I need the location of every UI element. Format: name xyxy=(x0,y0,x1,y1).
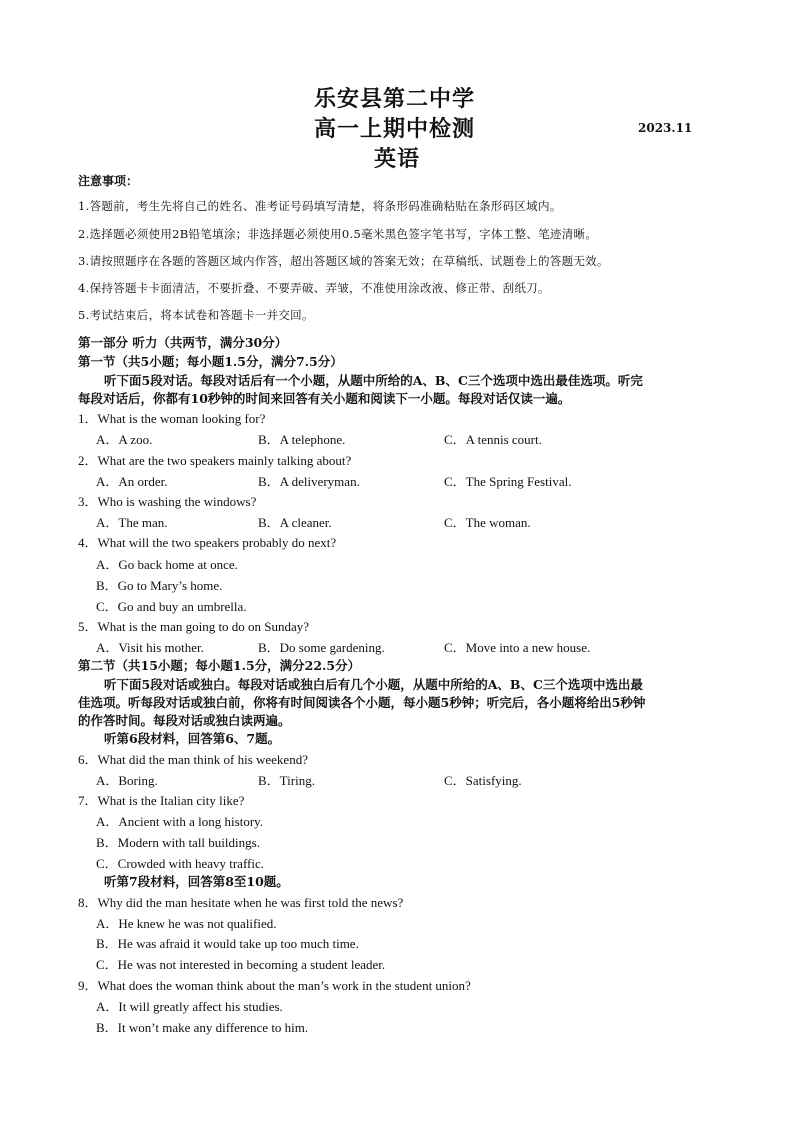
question-stem: 6．What did the man think of his weekend? xyxy=(78,752,308,767)
section2-instruction: 的作答时间。每段对话或独白读两遍。 xyxy=(78,713,291,728)
section1-title: 第一节（共5小题；每小题1.5分，满分7.5分） xyxy=(78,354,343,369)
option-b: B．He was afraid it would take up too much time. xyxy=(96,936,359,951)
option-b: B．A telephone. xyxy=(258,432,346,447)
exam-title: 高一上期中检测 xyxy=(314,116,476,142)
option-a: A．Ancient with a long history. xyxy=(96,814,264,829)
option-c: C．A tennis court. xyxy=(444,432,542,447)
option-a: A．Boring. xyxy=(96,773,158,788)
question-stem: 4．What will the two speakers probably do next? xyxy=(78,535,337,550)
notice-item: 1.答题前，考生先将自己的姓名、准考证号码填写清楚，将条形码准确粘贴在条形码区域内。 xyxy=(78,199,562,213)
section1-instruction: 听下面5段对话。每段对话后有一个小题，从题中所给的A、B、C三个选项中选出最佳选项。听完 xyxy=(104,373,643,388)
school-name: 乐安县第二中学 xyxy=(314,86,476,112)
option-c: C．Crowded with heavy traffic. xyxy=(96,856,264,871)
section2-instruction: 佳选项。听每段对话或独白前，你将有时间阅读各个小题，每小题5秒钟；听完后，各小题将给出5秒钟 xyxy=(78,695,646,710)
question-stem: 7．What is the Italian city like? xyxy=(78,793,245,808)
question-stem: 2．What are the two speakers mainly talking about? xyxy=(78,453,352,468)
section2-instruction: 听下面5段对话或独白。每段对话或独白后有几个小题，从题中所给的A、B、C三个选项中选出最 xyxy=(104,677,643,692)
notice-item: 3.请按照题序在各题的答题区域内作答，超出答题区域的答案无效；在草稿纸、试题卷上的答题无效。 xyxy=(78,254,609,268)
option-a: A．Go back home at once. xyxy=(96,557,238,572)
option-a: A．The man. xyxy=(96,515,168,530)
question-stem: 8．Why did the man hesitate when he was first told the news? xyxy=(78,895,404,910)
option-c: C．Move into a new house. xyxy=(444,640,591,655)
option-b: B．A cleaner. xyxy=(258,515,332,530)
option-b: B．Tiring. xyxy=(258,773,315,788)
notice-heading: 注意事项： xyxy=(78,174,139,188)
notice-item: 5.考试结束后，将本试卷和答题卡一并交回。 xyxy=(78,308,314,322)
section2-title: 第二节（共15小题；每小题1.5分，满分22.5分） xyxy=(78,658,361,673)
option-a: A．Visit his mother. xyxy=(96,640,204,655)
exam-date: 2023.11 xyxy=(638,121,693,135)
notice-item: 2.选择题必须使用2B铅笔填涂；非选择题必须使用0.5毫米黑色签字笔书写，字体工整、笔迹清晰。 xyxy=(78,227,598,241)
question-stem: 5．What is the man going to do on Sunday? xyxy=(78,619,310,634)
part1-title: 第一部分 听力（共两节，满分30分） xyxy=(78,335,288,350)
option-b: B．Go to Mary’s home. xyxy=(96,578,223,593)
option-a: A．An order. xyxy=(96,474,168,489)
material-heading: 听第7段材料，回答第8至10题。 xyxy=(104,874,289,889)
option-c: C．The woman. xyxy=(444,515,531,530)
section1-instruction: 每段对话后，你都有10秒钟的时间来回答有关小题和阅读下一小题。每段对话仅读一遍。 xyxy=(78,391,571,406)
question-stem: 1．What is the woman looking for? xyxy=(78,411,266,426)
question-stem: 3．Who is washing the windows? xyxy=(78,494,257,509)
option-b: B．Modern with tall buildings. xyxy=(96,835,260,850)
option-c: C．The Spring Festival. xyxy=(444,474,572,489)
question-stem: 9．What does the woman think about the man’s work in the student union? xyxy=(78,978,471,993)
option-c: C．Satisfying. xyxy=(444,773,522,788)
option-a: A．It will greatly affect his studies. xyxy=(96,999,283,1014)
option-a: A．He knew he was not qualified. xyxy=(96,916,277,931)
subject-title: 英语 xyxy=(374,146,421,172)
option-b: B．A deliveryman. xyxy=(258,474,360,489)
option-c: C．Go and buy an umbrella. xyxy=(96,599,247,614)
option-c: C．He was not interested in becoming a student leader. xyxy=(96,957,386,972)
option-b: B．Do some gardening. xyxy=(258,640,385,655)
option-b: B．It won’t make any difference to him. xyxy=(96,1020,309,1035)
material-heading: 听第6段材料，回答第6、7题。 xyxy=(104,731,281,746)
notice-item: 4.保持答题卡卡面清洁，不要折叠、不要弄破、弄皱，不准使用涂改液、修正带、刮纸刀。 xyxy=(78,281,550,295)
option-a: A．A zoo. xyxy=(96,432,153,447)
